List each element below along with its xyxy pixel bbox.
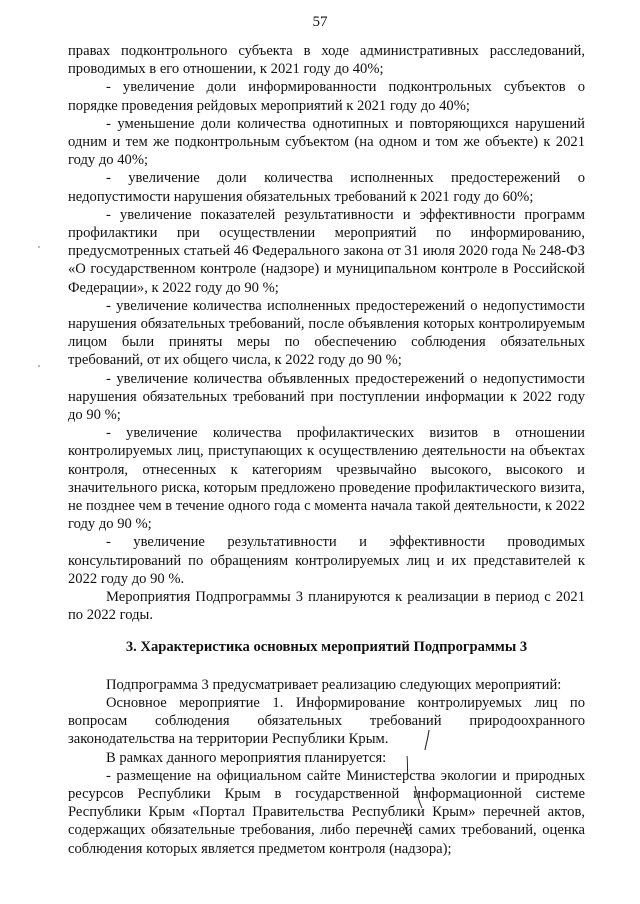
paragraph: - увеличение количества объявленных предостережений о недопустимости нарушения обязательных требований при поступлении информации к 2022 году до 90 %; [68,370,585,424]
paragraph: Мероприятия Подпрограммы 3 планируются к реализации в период с 2021 по 2022 годы. [68,589,585,624]
paragraph: - увеличение результативности и эффективности проводимых консультирований по обращениям контролируемых лиц и их представителей к 2022 году до 90 %. [68,534,585,587]
paragraph: - уменьшение доли количества однотипных и повторяющихся нарушений одним и тем же подконтрольным субъектом (на одном и том же объекте) к 2021 году до 40%; [68,115,585,169]
section-heading: 3. Характеристика основных мероприятий Подпрограммы 3 [125,638,528,655]
paragraph: - увеличение количества исполненных предостережений о недопустимости нарушения обязательных требований, после объявления которых контролируемым лицом были приняты меры по обеспечению соблюдения обязательных требований, от их общего числа, к 2022 году до 90 %; [68,297,585,369]
margin-speck [38,365,40,367]
paragraph: Основное мероприятие 1. Информирование контролируемых лиц по вопросам соблюдения обязательных требований природоохранного законодательства на территории Республики Крым. [68,694,585,748]
page-number: 57 [312,14,328,30]
paragraph: В рамках данного мероприятия планируется: [106,749,387,766]
paragraph: - размещение на официальном сайте Министерства экологии и природных ресурсов Республики Крым в государственной информационной системе Республики Крым «Портал Правительства Республики Крым» перечней актов, содержащих обязательные требования, либо перечней самих требований, оценка соблюдения которых является предметом контроля (надзора); [68,767,585,857]
paragraph: правах подконтрольного субъекта в ходе административных расследований, проводимых в его отношении, к 2021 году до 40%; [68,43,585,78]
document-body [68,42,585,858]
margin-speck [38,246,40,248]
paragraph: - увеличение показателей результативности и эффективности программ профилактики при осуществлении мероприятий по информированию, предусмотренных статьей 46 Федерального закона от 31 июля 2020 года № 248-ФЗ «О государственном контроле (надзоре) и муниципальном контроле в Российской Федерации», к 2022 году до 90 %; [68,206,585,296]
paragraph: - увеличение доли количества исполненных предостережений о недопустимости нарушения обязательных требований к 2021 году до 60%; [68,170,585,205]
paragraph: - увеличение количества профилактических визитов в отношении контролируемых лиц, приступающих к осуществлению деятельности на объектах контроля, отнесенных к категориям чрезвычайно высокого, высокого и значительного риска, которым предложено проведение профилактического визита, не позднее чем в течение одного года с момента начала такой деятельности, к 2022 году до 90 %; [68,425,585,533]
paragraph: - увеличение доли информированности подконтрольных субъектов о порядке проведения рейдовых мероприятий к 2021 году до 40%; [68,79,585,114]
paragraph: Подпрограмма 3 предусматривает реализацию следующих мероприятий: [106,676,562,693]
